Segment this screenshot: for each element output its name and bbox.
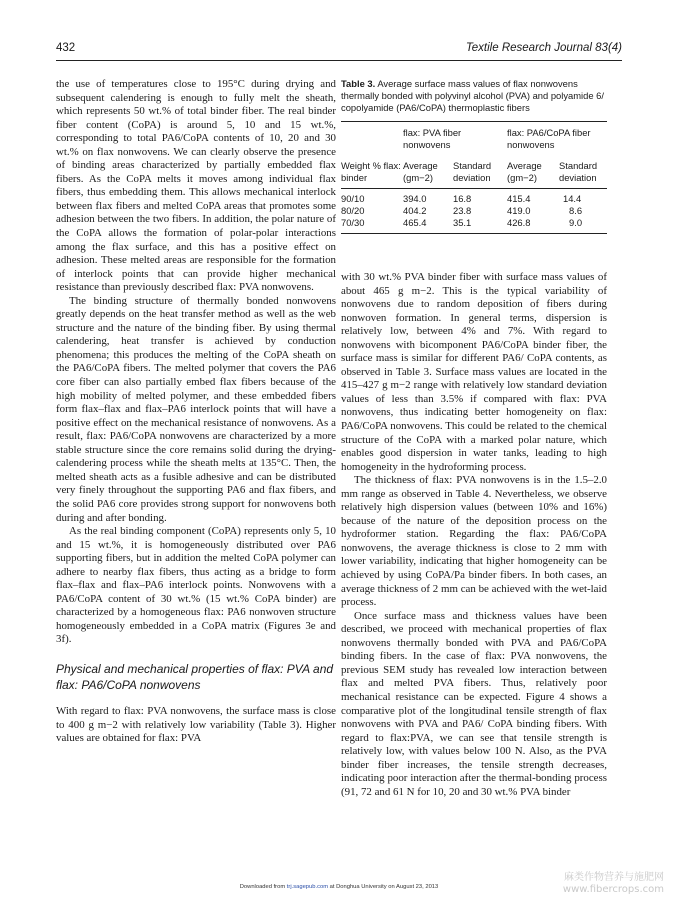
paragraph: The binding structure of thermally bonded nonwovens greatly depends on the heat transfer method as well as the web structure and the nature of the binding fiber. By using thermal calendering, heat transfer is achieved by conduction phenomena; this produces the melting of the CoPA sheath on the PA6/CoPA fibers. The melted polymer that covers the PA6 core fiber can also partially embed flax fibers because of the high mobility of melted polymer, and these embedded fibers form flax–flax and flax–PA6 interlock points that will have a positive effect on the mechanical resistance of nonwovens. As a result, flax: PA6/CoPA nonwovens are characterized by a more stable structure since the core remains solid during the drying-calendering process while the sheath melts at 135°C. Then, the melted sheath acts as a fusible adhesive and can be distributed very finely throughout the supporting PA6 and flax fibers, and the solid PA6 core provides strong support for nonwovens both during and after bonding. <box>56 294 336 524</box>
table-cell: 23.8 <box>453 205 472 216</box>
paragraph: The thickness of flax: PVA nonwovens is in the 1.5–2.0 mm range as observed in Table 4. Nevertheless, we observe relatively high dispersion values (between 10% and 16%) because of the nature of the deposition process on the hydroformer station. Regarding the flax: PA6/CoPA nonwovens, the average thickness is close to 2 mm with lower variability, indicating that higher homogeneity can be achieved by using CoPA/Pa binder fibers. In both cases, an average thickness of 2 mm can be achieved with the wet-laid process. <box>341 474 607 609</box>
table-label: Table 3. <box>341 78 376 89</box>
table-header-std: Standard deviation <box>559 160 598 183</box>
table-cell: 415.4 <box>507 193 531 204</box>
table-cell-ratio: 80/20 <box>341 205 365 216</box>
journal-title: Textile Research Journal 83(4) <box>465 42 622 54</box>
table-cell: 404.2 <box>403 205 427 216</box>
left-column <box>56 78 336 746</box>
table-row <box>341 189 607 206</box>
table-cell: 16.8 <box>453 193 472 204</box>
table-header-weight: Weight % flax: binder <box>341 160 401 183</box>
table-cell-ratio: 70/30 <box>341 217 365 228</box>
table-header-std: Standard deviation <box>453 160 492 183</box>
surface-mass-table <box>341 121 607 234</box>
paragraph: Once surface mass and thickness values have been described, we proceed with mechanical properties of flax nonwovens thermally bonded with PVA and PA6/CoPA binding fibers. In the case of flax: PVA nonwovens, the previous SEM study has revealed low interaction between flax and melted PVA fibers. Thus, relatively poor mechanical resistance can be expected. Figure 4 shows a comparative plot of the longitudinal tensile strength of flax nonwovens with PVA and PA6/ CoPA binding fibers. With regard to flax:PVA, we can see that tensile strength is relatively low, with values below 100 N. Also, as the PVA binder fiber increases, the tensile strength decreases, indicating poor interaction after the thermal-bonding process (91, 72 and 61 N for 10, 20 and 30 wt.% PVA binder <box>341 609 607 798</box>
right-column <box>341 271 607 799</box>
footer-suffix: at Donghua University on August 23, 2013 <box>328 884 439 890</box>
page-number: 432 <box>56 42 76 54</box>
table-cell: 8.6 <box>569 205 583 216</box>
watermark-url: www.fibercrops.com <box>562 884 664 895</box>
table-group-pva: flax: PVA fiber nonwovens <box>403 127 462 150</box>
paragraph: with 30 wt.% PVA binder fiber with surface mass values of about 465 g m−2. This is the typical variability of nonwovens due to random deposition of fibers during nonwoven formation. In general terms, dispersion is relatively low, between 4% and 7%. With regard to nonwovens with bicomponent PA6/CoPA binder fiber, the surface mass is similar for different PA6/ CoPA contents, as observed in Table 3. Surface mass values are located in the 415–427 g m−2 range with relatively low standard deviation values of less than 3.5% if compared with flax: PVA nonwovens, thus indicating better homogeneity on flax: PA6/CoPA nonwovens. This could be related to the chemical structure of the CoPA with a marked polar nature, which enables good dispersion in water tanks, leading to high homogeneity in the hydroforming process. <box>341 271 607 473</box>
table-cell: 419.0 <box>507 205 531 216</box>
paragraph: As the real binding component (CoPA) represents only 5, 10 and 15 wt.%, it is homogeneously distributed over PA6 supporting fibers, but in addition the melted CoPA polymer can adhere to nearby flax fibers, thus acting as a bridge to form flax–flax and flax–PA6 interlock points. Nonwovens with a PA6/CoPA content of 30 wt.% (15 wt.% CoPA binder) are characterized by a homogeneous flax: PA6 nonwoven structure homogeneously embedded in a CoPA matrix (Figures 3e and 3f). <box>56 525 336 646</box>
table-cell: 465.4 <box>403 217 427 228</box>
table-header-blank <box>341 122 403 155</box>
paragraph: With regard to flax: PVA nonwovens, the surface mass is close to 400 g m−2 with relatively low variability (Table 3). Higher values are obtained for flax: PVA <box>56 704 336 745</box>
table-cell: 426.8 <box>507 217 531 228</box>
table-caption <box>341 78 607 114</box>
table-3 <box>341 78 607 234</box>
section-heading: Physical and mechanical properties of flax: PVA and flax: PA6/CoPA nonwovens <box>56 661 334 692</box>
table-cell-ratio: 90/10 <box>341 193 365 204</box>
table-header-average: Average (gm−2) <box>507 160 542 183</box>
footer-link[interactable]: trj.sagepub.com <box>286 884 329 890</box>
table-cell: 9.0 <box>569 217 583 228</box>
header-rule <box>56 60 622 61</box>
site-watermark <box>544 872 664 896</box>
table-caption-text: Average surface mass values of flax nonwovens thermally bonded with polyvinyl alcohol (PVA) and polyamide 6/ copolyamide (PA6/CoPA) thermoplastic fibers <box>341 78 604 113</box>
running-header <box>56 36 622 56</box>
table-group-pa6: flax: PA6/CoPA fiber nonwovens <box>507 127 591 150</box>
table-row <box>341 205 607 217</box>
table-cell: 394.0 <box>403 193 427 204</box>
table-cell: 14.4 <box>563 193 582 204</box>
table-cell: 35.1 <box>453 217 472 228</box>
table-row <box>341 217 607 234</box>
watermark-title: 麻类作物营养与施肥网 <box>564 872 664 883</box>
paragraph: the use of temperatures close to 195°C during drying and subsequent calendering is enough to fully melt the sheath, which represents 50 wt.% of total binder fiber. The real binder fiber content (CoPA) is around 5, 10 and 15 wt.%, corresponding to total PA6/CoPA contents of 10, 20 and 30 wt.% on flax nonwovens. We can clearly observe the presence of binding areas characterized by partially embedded flax fibers. As the CoPA melts it moves among individual flax fibers, thus embedding them. This allows mechanical interlock between flax fibers and melted CoPA areas that promotes some adhesion between the two fibers. In addition, the polar nature of the CoPA allows the formation of polar-polar interactions among the flax surface, and this has a positive effect on adhesion. These melted areas are responsible for the formation of interlock points that can provide higher mechanical resistance than previously described flax: PVA nonwovens. <box>56 78 336 294</box>
footer-prefix: Downloaded from <box>239 884 287 890</box>
table-header-average: Average (gm−2) <box>403 160 438 183</box>
